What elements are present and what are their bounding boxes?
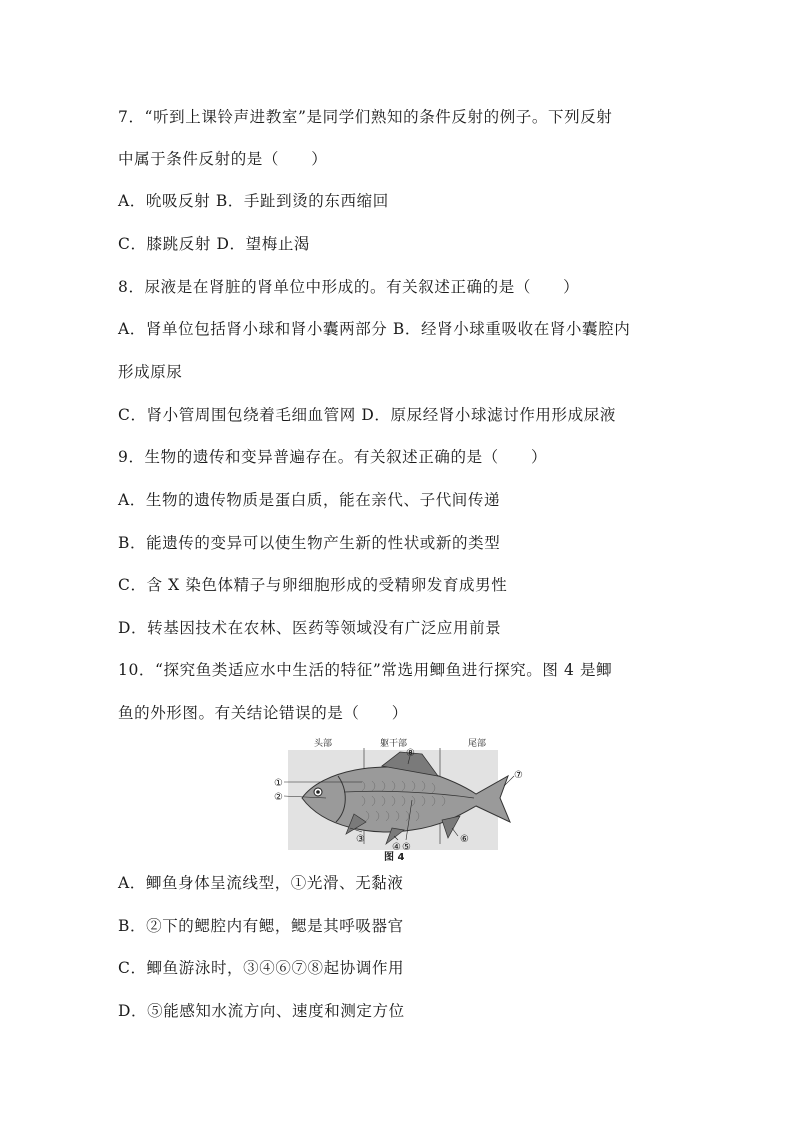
q8-option-ab-line2: 形成原尿 bbox=[118, 363, 183, 381]
q10-option-b: B．②下的鳃腔内有鳃，鳃是其呼吸器官 bbox=[118, 917, 404, 935]
q10-stem-line2: 鱼的外形图。有关结论错误的是（ ） bbox=[118, 704, 408, 722]
q8-option-cd: C．肾小管周围包绕着毛细血管网 D．原尿经肾小球滤讨作用形成尿液 bbox=[118, 406, 616, 424]
q9-option-b: B．能遗传的变异可以使生物产生新的性状或新的类型 bbox=[118, 534, 501, 552]
figure-caption: 图 4 bbox=[384, 852, 405, 862]
q9-stem: 9．生物的遗传和变异普遍存在。有关叙述正确的是（ ） bbox=[118, 448, 548, 466]
q10-option-a: A．鲫鱼身体呈流线型，①光滑、无黏液 bbox=[118, 874, 404, 892]
q9-option-a: A．生物的遗传物质是蛋白质，能在亲代、子代间传递 bbox=[118, 491, 501, 509]
q7-stem-line1: 7．“听到上课铃声进教室”是同学们熟知的条件反射的例子。下列反射 bbox=[118, 108, 613, 126]
label-tail: 尾部 bbox=[468, 739, 487, 749]
q10-option-d: D．⑤能感知水流方向、速度和测定方位 bbox=[118, 1002, 405, 1020]
label-trunk: 躯干部 bbox=[380, 739, 408, 749]
q8-option-ab-line1: A．肾单位包括肾小球和肾小囊两部分 B．经肾小球重吸收在肾小囊腔内 bbox=[118, 320, 631, 338]
q10-option-c: C．鲫鱼游泳时，③④⑥⑦⑧起协调作用 bbox=[118, 959, 405, 977]
q9-option-c: C．含 X 染色体精子与卵细胞形成的受精卵发育成男性 bbox=[118, 576, 508, 594]
marker-7: ⑦ bbox=[514, 770, 523, 781]
marker-2: ② bbox=[274, 792, 283, 803]
q8-stem: 8．尿液是在肾脏的肾单位中形成的。有关叙述正确的是（ ） bbox=[118, 278, 580, 296]
marker-6: ⑥ bbox=[460, 834, 469, 845]
q7-option-ab: A．吮吸反射 B．手趾到烫的东西缩回 bbox=[118, 192, 389, 210]
fish-diagram bbox=[262, 736, 532, 862]
marker-8: ⑧ bbox=[406, 748, 415, 759]
marker-1: ① bbox=[274, 778, 283, 789]
marker-5: ⑤ bbox=[402, 842, 411, 853]
q10-stem-line1: 10．“探究鱼类适应水中生活的特征”常选用鲫鱼进行探究。图 4 是鲫 bbox=[118, 661, 613, 679]
q7-option-cd: C．膝跳反射 D．望梅止渴 bbox=[118, 235, 311, 253]
label-head: 头部 bbox=[314, 739, 333, 749]
fish-figure bbox=[262, 736, 532, 862]
marker-3: ③ bbox=[356, 834, 365, 845]
q9-option-d: D．转基因技术在农林、医药等领域没有广泛应用前景 bbox=[118, 619, 502, 637]
q7-stem-line2: 中属于条件反射的是（ ） bbox=[118, 150, 328, 168]
marker-4: ④ bbox=[392, 842, 401, 853]
